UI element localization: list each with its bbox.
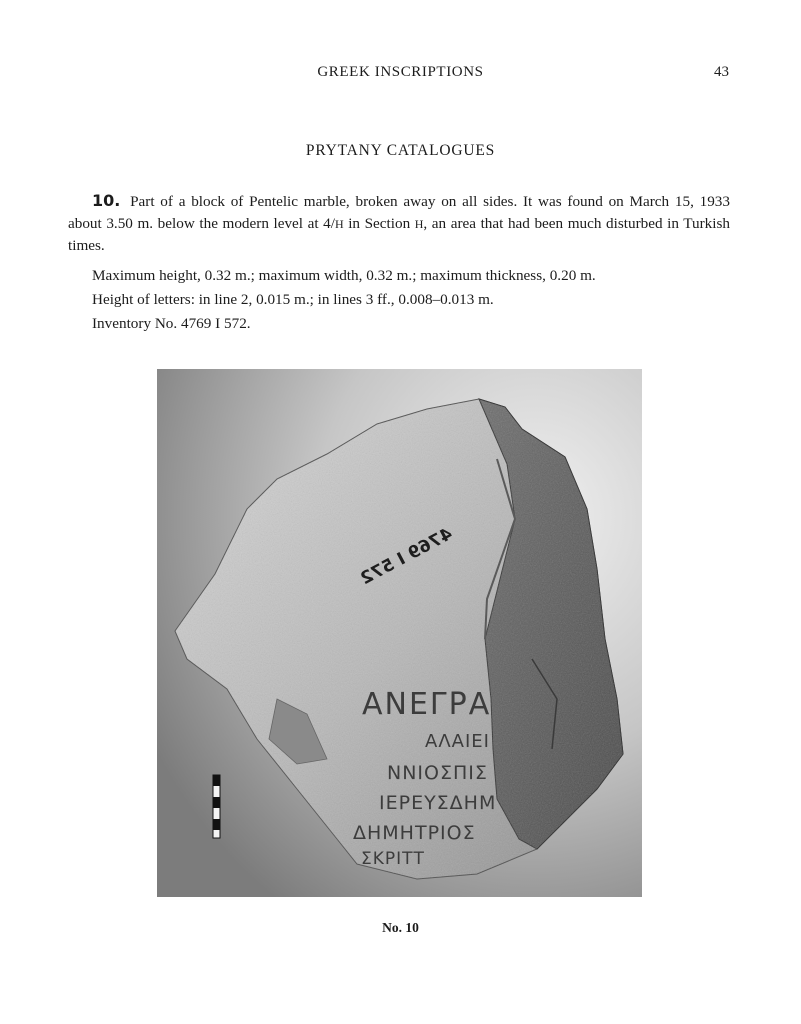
inscription-photo — [157, 369, 642, 897]
entry-description — [68, 190, 730, 257]
running-title: GREEK INSCRIPTIONS — [317, 64, 484, 80]
entry-number: 10. — [92, 191, 121, 210]
section-letter: H — [414, 216, 424, 231]
entry-text-part2: in Section — [343, 214, 415, 232]
entry-text-part1: Part of a block of Pentelic marble, broken away on all sides. It was found on March 15, 1933 about 3.50 m. below the modern level at 4/ — [68, 193, 730, 232]
running-head — [0, 64, 801, 86]
grid-column: H — [334, 216, 344, 231]
measurements — [92, 264, 732, 336]
inscription-line-5: ΔΗΜΗΤΡΙΟΣ — [353, 822, 476, 844]
inscription-line-4: ΙΕΡΕΥΣΔΗΜ — [379, 792, 497, 814]
page-number: 43 — [714, 64, 729, 80]
entry-text-part3: , an area that had been much disturbed in Turkish times. — [68, 214, 730, 254]
inscription-line-2: ΑΛΑΙΕΙ — [425, 731, 490, 752]
section-heading: PRYTANY CATALOGUES — [305, 142, 496, 159]
inscription-line-6: ΣΚΡΙΤΤ — [361, 849, 425, 869]
inscription-line-3: ΝΝΙΟΣΠΙΣ — [387, 762, 488, 784]
dimensions-line: Maximum height, 0.32 m.; maximum width, 0.32 m.; maximum thickness, 0.20 m. — [92, 267, 596, 284]
letter-height-line: Height of letters: in line 2, 0.015 m.; in lines 3 ff., 0.008–0.013 m. — [92, 291, 494, 308]
scale-bar — [213, 775, 220, 838]
inventory-mark-text: 4769 I 572 — [357, 524, 456, 590]
inscription-line-1: ΑΝΕΓΡΑ — [362, 687, 492, 722]
inventory-line: Inventory No. 4769 I 572. — [92, 315, 251, 332]
figure-caption: No. 10 — [382, 920, 419, 935]
